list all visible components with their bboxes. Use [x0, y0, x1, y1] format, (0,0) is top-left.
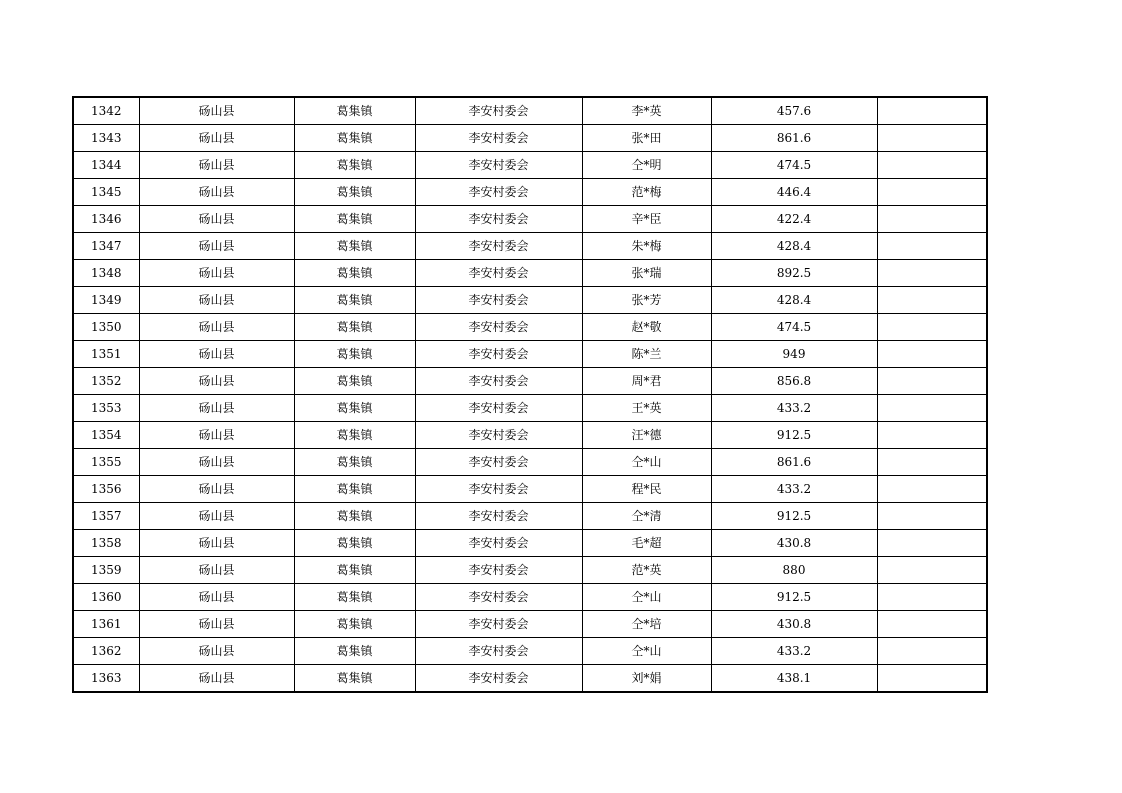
table-row: [73, 503, 987, 530]
data-table: [72, 96, 988, 693]
village-committee-cell: 李安村委会: [415, 422, 582, 449]
table-row: [73, 233, 987, 260]
name-cell: 周*君: [582, 368, 711, 395]
name-cell: 毛*超: [582, 530, 711, 557]
village-committee-cell: 李安村委会: [415, 314, 582, 341]
name-cell: 朱*梅: [582, 233, 711, 260]
row-number-cell: 1354: [73, 422, 139, 449]
table-row: [73, 125, 987, 152]
county-cell: 砀山县: [139, 422, 294, 449]
town-cell: 葛集镇: [294, 179, 415, 206]
table-row: [73, 638, 987, 665]
table-row: [73, 611, 987, 638]
table-row: [73, 557, 987, 584]
amount-cell: 428.4: [711, 287, 877, 314]
table-row: [73, 152, 987, 179]
row-number-cell: 1351: [73, 341, 139, 368]
county-cell: 砀山县: [139, 314, 294, 341]
row-number-cell: 1342: [73, 97, 139, 125]
remarks-cell: [877, 179, 987, 206]
remarks-cell: [877, 422, 987, 449]
town-cell: 葛集镇: [294, 368, 415, 395]
county-cell: 砀山县: [139, 665, 294, 693]
table-row: [73, 584, 987, 611]
village-committee-cell: 李安村委会: [415, 125, 582, 152]
table-row: [73, 665, 987, 693]
county-cell: 砀山县: [139, 557, 294, 584]
county-cell: 砀山县: [139, 395, 294, 422]
county-cell: 砀山县: [139, 260, 294, 287]
remarks-cell: [877, 611, 987, 638]
row-number-cell: 1353: [73, 395, 139, 422]
name-cell: 张*瑞: [582, 260, 711, 287]
row-number-cell: 1355: [73, 449, 139, 476]
village-committee-cell: 李安村委会: [415, 395, 582, 422]
name-cell: 李*英: [582, 97, 711, 125]
table-row: [73, 179, 987, 206]
amount-cell: 433.2: [711, 638, 877, 665]
amount-cell: 912.5: [711, 584, 877, 611]
town-cell: 葛集镇: [294, 449, 415, 476]
name-cell: 王*英: [582, 395, 711, 422]
table-row: [73, 287, 987, 314]
name-cell: 仝*培: [582, 611, 711, 638]
town-cell: 葛集镇: [294, 665, 415, 693]
amount-cell: 430.8: [711, 530, 877, 557]
village-committee-cell: 李安村委会: [415, 260, 582, 287]
table-row: [73, 422, 987, 449]
remarks-cell: [877, 233, 987, 260]
county-cell: 砀山县: [139, 584, 294, 611]
row-number-cell: 1348: [73, 260, 139, 287]
remarks-cell: [877, 287, 987, 314]
table-row: [73, 260, 987, 287]
county-cell: 砀山县: [139, 152, 294, 179]
remarks-cell: [877, 368, 987, 395]
town-cell: 葛集镇: [294, 503, 415, 530]
row-number-cell: 1361: [73, 611, 139, 638]
row-number-cell: 1360: [73, 584, 139, 611]
town-cell: 葛集镇: [294, 97, 415, 125]
amount-cell: 433.2: [711, 476, 877, 503]
town-cell: 葛集镇: [294, 233, 415, 260]
amount-cell: 880: [711, 557, 877, 584]
name-cell: 仝*明: [582, 152, 711, 179]
name-cell: 汪*德: [582, 422, 711, 449]
amount-cell: 912.5: [711, 503, 877, 530]
row-number-cell: 1357: [73, 503, 139, 530]
name-cell: 仝*山: [582, 584, 711, 611]
table-row: [73, 206, 987, 233]
county-cell: 砀山县: [139, 449, 294, 476]
remarks-cell: [877, 260, 987, 287]
remarks-cell: [877, 584, 987, 611]
table-row: [73, 395, 987, 422]
remarks-cell: [877, 503, 987, 530]
amount-cell: 430.8: [711, 611, 877, 638]
village-committee-cell: 李安村委会: [415, 449, 582, 476]
village-committee-cell: 李安村委会: [415, 152, 582, 179]
name-cell: 仝*山: [582, 449, 711, 476]
name-cell: 赵*敬: [582, 314, 711, 341]
village-committee-cell: 李安村委会: [415, 368, 582, 395]
village-committee-cell: 李安村委会: [415, 476, 582, 503]
remarks-cell: [877, 395, 987, 422]
town-cell: 葛集镇: [294, 206, 415, 233]
name-cell: 陈*兰: [582, 341, 711, 368]
row-number-cell: 1347: [73, 233, 139, 260]
remarks-cell: [877, 449, 987, 476]
row-number-cell: 1349: [73, 287, 139, 314]
name-cell: 张*田: [582, 125, 711, 152]
name-cell: 仝*清: [582, 503, 711, 530]
name-cell: 刘*娟: [582, 665, 711, 693]
amount-cell: 446.4: [711, 179, 877, 206]
county-cell: 砀山县: [139, 530, 294, 557]
table-row: [73, 368, 987, 395]
village-committee-cell: 李安村委会: [415, 287, 582, 314]
town-cell: 葛集镇: [294, 287, 415, 314]
table-row: [73, 530, 987, 557]
row-number-cell: 1344: [73, 152, 139, 179]
remarks-cell: [877, 557, 987, 584]
town-cell: 葛集镇: [294, 476, 415, 503]
row-number-cell: 1356: [73, 476, 139, 503]
county-cell: 砀山县: [139, 287, 294, 314]
amount-cell: 428.4: [711, 233, 877, 260]
row-number-cell: 1352: [73, 368, 139, 395]
town-cell: 葛集镇: [294, 557, 415, 584]
amount-cell: 422.4: [711, 206, 877, 233]
town-cell: 葛集镇: [294, 638, 415, 665]
village-committee-cell: 李安村委会: [415, 503, 582, 530]
remarks-cell: [877, 97, 987, 125]
remarks-cell: [877, 665, 987, 693]
amount-cell: 474.5: [711, 314, 877, 341]
village-committee-cell: 李安村委会: [415, 97, 582, 125]
amount-cell: 433.2: [711, 395, 877, 422]
row-number-cell: 1362: [73, 638, 139, 665]
county-cell: 砀山县: [139, 503, 294, 530]
county-cell: 砀山县: [139, 179, 294, 206]
county-cell: 砀山县: [139, 476, 294, 503]
town-cell: 葛集镇: [294, 125, 415, 152]
county-cell: 砀山县: [139, 368, 294, 395]
amount-cell: 474.5: [711, 152, 877, 179]
amount-cell: 438.1: [711, 665, 877, 693]
village-committee-cell: 李安村委会: [415, 557, 582, 584]
amount-cell: 892.5: [711, 260, 877, 287]
village-committee-cell: 李安村委会: [415, 584, 582, 611]
table-row: [73, 341, 987, 368]
town-cell: 葛集镇: [294, 260, 415, 287]
row-number-cell: 1345: [73, 179, 139, 206]
town-cell: 葛集镇: [294, 395, 415, 422]
village-committee-cell: 李安村委会: [415, 341, 582, 368]
amount-cell: 861.6: [711, 449, 877, 476]
village-committee-cell: 李安村委会: [415, 665, 582, 693]
remarks-cell: [877, 341, 987, 368]
village-committee-cell: 李安村委会: [415, 206, 582, 233]
name-cell: 范*英: [582, 557, 711, 584]
town-cell: 葛集镇: [294, 530, 415, 557]
remarks-cell: [877, 638, 987, 665]
remarks-cell: [877, 314, 987, 341]
row-number-cell: 1363: [73, 665, 139, 693]
row-number-cell: 1359: [73, 557, 139, 584]
remarks-cell: [877, 152, 987, 179]
remarks-cell: [877, 530, 987, 557]
town-cell: 葛集镇: [294, 152, 415, 179]
amount-cell: 912.5: [711, 422, 877, 449]
amount-cell: 457.6: [711, 97, 877, 125]
town-cell: 葛集镇: [294, 314, 415, 341]
name-cell: 程*民: [582, 476, 711, 503]
table-row: [73, 476, 987, 503]
remarks-cell: [877, 206, 987, 233]
name-cell: 范*梅: [582, 179, 711, 206]
name-cell: 张*芳: [582, 287, 711, 314]
county-cell: 砀山县: [139, 233, 294, 260]
county-cell: 砀山县: [139, 611, 294, 638]
village-committee-cell: 李安村委会: [415, 233, 582, 260]
county-cell: 砀山县: [139, 341, 294, 368]
remarks-cell: [877, 476, 987, 503]
village-committee-cell: 李安村委会: [415, 179, 582, 206]
county-cell: 砀山县: [139, 125, 294, 152]
amount-cell: 861.6: [711, 125, 877, 152]
town-cell: 葛集镇: [294, 341, 415, 368]
row-number-cell: 1350: [73, 314, 139, 341]
town-cell: 葛集镇: [294, 611, 415, 638]
row-number-cell: 1358: [73, 530, 139, 557]
name-cell: 仝*山: [582, 638, 711, 665]
village-committee-cell: 李安村委会: [415, 530, 582, 557]
remarks-cell: [877, 125, 987, 152]
village-committee-cell: 李安村委会: [415, 638, 582, 665]
county-cell: 砀山县: [139, 206, 294, 233]
table-row: [73, 449, 987, 476]
town-cell: 葛集镇: [294, 422, 415, 449]
name-cell: 辛*臣: [582, 206, 711, 233]
table-row: [73, 314, 987, 341]
county-cell: 砀山县: [139, 638, 294, 665]
county-cell: 砀山县: [139, 97, 294, 125]
row-number-cell: 1346: [73, 206, 139, 233]
table-body: [73, 97, 987, 692]
village-committee-cell: 李安村委会: [415, 611, 582, 638]
table-row: [73, 97, 987, 125]
amount-cell: 856.8: [711, 368, 877, 395]
amount-cell: 949: [711, 341, 877, 368]
row-number-cell: 1343: [73, 125, 139, 152]
town-cell: 葛集镇: [294, 584, 415, 611]
